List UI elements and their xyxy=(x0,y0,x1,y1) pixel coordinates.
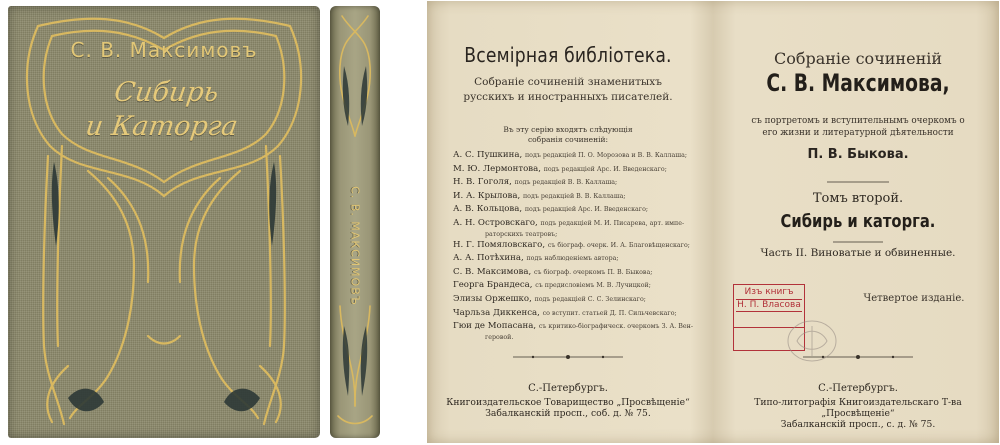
list-item: Н. В. Гоголя, подъ редакціей В. В. Каллаша; xyxy=(453,177,618,188)
stamp-line1: Изъ книгъ xyxy=(744,287,794,297)
cover-title xyxy=(8,76,320,144)
divider xyxy=(717,177,999,187)
ornamental-rule xyxy=(717,352,999,362)
book-spine xyxy=(330,6,380,438)
edition-label: Четвертое изданіе. xyxy=(863,293,965,304)
footer-publisher: Книгоиздательское Товарищество „Просвѣщеніе“ xyxy=(446,397,690,408)
series-footer xyxy=(427,383,709,419)
part-label: Часть II. Виноватые и обвиненные. xyxy=(760,247,956,259)
spine-title: С. В. МАКСИМОВЪ xyxy=(348,186,362,306)
portrait-note xyxy=(717,115,999,139)
list-item: А. Н. Островскаго, подъ редакціей М. И. Писарева, арт. импе- xyxy=(453,217,685,228)
list-item: С. В. Максимова, съ біограф. очеркомъ П. В. Быкова; xyxy=(453,266,653,277)
list-item: геровой. xyxy=(485,333,514,341)
cover-author: С. В. Максимовъ xyxy=(70,38,258,62)
portrait-note-line2: его жизни и литературной дѣятельности xyxy=(762,128,954,138)
footer-address: Забалканскій просп., с. д. № 75. xyxy=(780,419,936,430)
footer-address: Забалканскій просп., соб. д. № 75. xyxy=(485,408,651,419)
list-item: Чарльза Диккенса, со вступит. статьей Д. П. Сильчевскаго; xyxy=(453,307,677,318)
cover-ornament xyxy=(8,6,320,438)
footer-city: С.-Петербургъ. xyxy=(528,383,608,394)
cover-title-line2: и Каторга xyxy=(83,111,240,142)
series-intro-line2: собранія сочиненій: xyxy=(527,135,609,144)
series-intro xyxy=(427,125,709,145)
list-item: раторскихъ театровъ; xyxy=(485,230,558,238)
list-item: Н. Г. Помяловскаго, съ біограф. очерк. И. А. Благовѣщенскаго; xyxy=(453,239,690,250)
divider xyxy=(717,237,999,247)
series-intro-line1: Въ эту серію входятъ слѣдующія xyxy=(503,125,633,134)
portrait-note-line1: съ портретомъ и вступительнымъ очеркомъ о xyxy=(751,116,965,126)
list-item: Георга Брандеса, съ предисловіемъ М. В. Лучицкой; xyxy=(453,280,651,291)
editor-name: П. В. Быкова. xyxy=(807,147,909,162)
collected-works-heading: Собраніе сочиненій xyxy=(773,49,943,68)
series-page xyxy=(427,1,709,443)
stamp-line2: Н. П. Власова xyxy=(737,300,801,310)
series-subtitle xyxy=(427,75,709,105)
series-list xyxy=(453,149,698,342)
seal-stamp xyxy=(783,316,841,366)
book-cover xyxy=(8,6,320,438)
open-book-pages xyxy=(427,1,999,443)
title-page xyxy=(717,1,999,443)
list-item: А. В. Кольцова, подъ редакціей Арс. И. Введенскаго; xyxy=(453,204,648,215)
volume-label: Томъ второй. xyxy=(812,191,904,206)
footer-press: Типо-литографія Книгоиздательскаго Т-ва „Просвѣщеніе“ xyxy=(754,397,962,419)
title-footer xyxy=(717,383,999,430)
footer-city: С.-Петербургъ. xyxy=(818,383,898,394)
book-title: Сибирь и каторга. xyxy=(780,211,936,232)
list-item: И. А. Крылова, подъ редакціей В. В. Каллаша; xyxy=(453,190,626,201)
series-subtitle-line1: Собраніе сочиненій знаменитыхъ xyxy=(474,76,662,88)
series-subtitle-line2: русскихъ и иностранныхъ писателей. xyxy=(463,91,673,103)
list-item: М. Ю. Лермонтова, подъ редакціей Арс. И. Введенскаго; xyxy=(453,163,667,174)
list-item: Элизы Оржешко, подъ редакціей С. С. Зелинскаго; xyxy=(453,293,646,304)
ornamental-rule xyxy=(427,352,709,362)
cover-title-line1: Сибирь xyxy=(112,77,221,108)
list-item: А. А. Потѣхина, подъ наблюденіемъ автора; xyxy=(453,253,619,264)
series-title: Всемірная библіотека. xyxy=(464,43,672,67)
title-author: С. В. Максимова, xyxy=(766,69,950,97)
list-item: А. С. Пушкина, подъ редакціей П. О. Морозова и В. В. Каллаша; xyxy=(453,150,687,160)
list-item: Гюи де Мопасана, съ критико-біографическ. очеркомъ З. А. Вен- xyxy=(453,321,693,332)
